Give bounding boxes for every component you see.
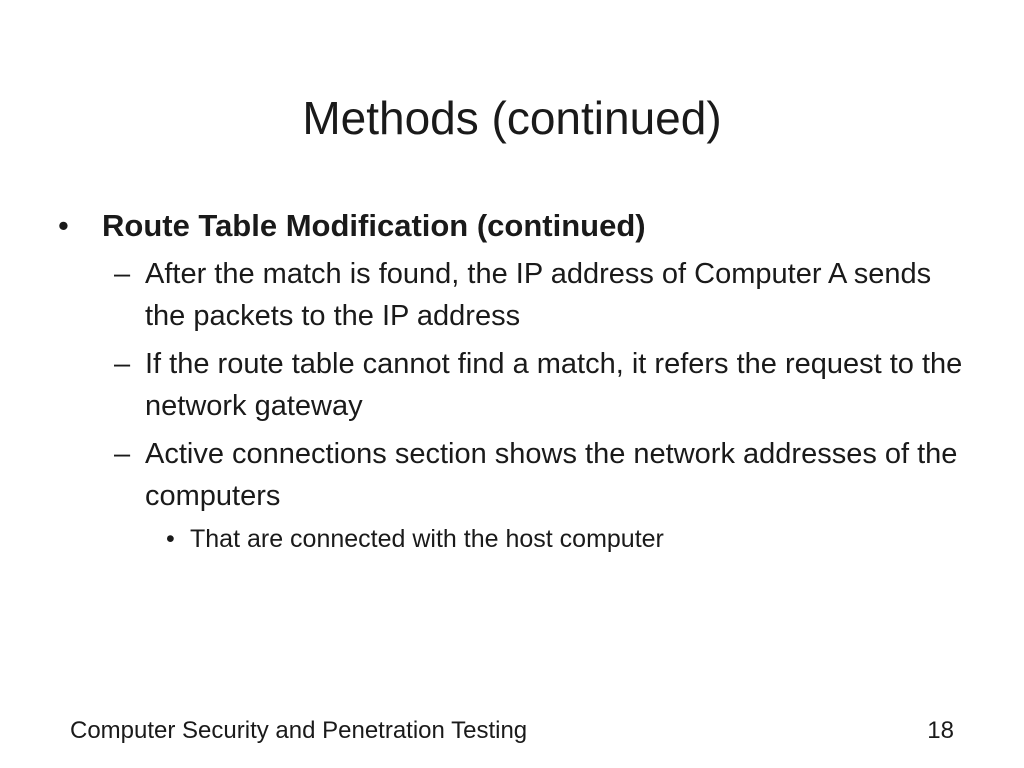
dash-icon: – [114,438,131,470]
bullet-text: Route Table Modification (continued) [102,208,646,243]
sub-sub-bullet-text: That are connected with the host computer [190,525,664,553]
sub-bullet [114,253,978,337]
footer-course-title: Computer Security and Penetration Testing [70,717,528,744]
slide-body [58,205,978,557]
sub-bullet [114,343,978,427]
dash-icon: – [114,348,131,380]
sub-sub-bullet [166,521,978,557]
bullet-icon: • [166,525,175,553]
sub-bullet-text: Active connections section shows the network addresses of the computers [145,438,958,512]
footer-page-number: 18 [927,717,954,744]
bullet-level-1 [58,205,978,247]
sub-bullet-text: If the route table cannot find a match, it refers the request to the network gateway [145,348,963,422]
bullet-icon: • [58,208,69,243]
slide-title: Methods (continued) [302,92,722,144]
dash-icon: – [114,258,131,290]
sub-bullet-text: After the match is found, the IP address of Computer A sends the packets to the IP address [145,258,932,332]
sub-bullet [114,433,978,517]
